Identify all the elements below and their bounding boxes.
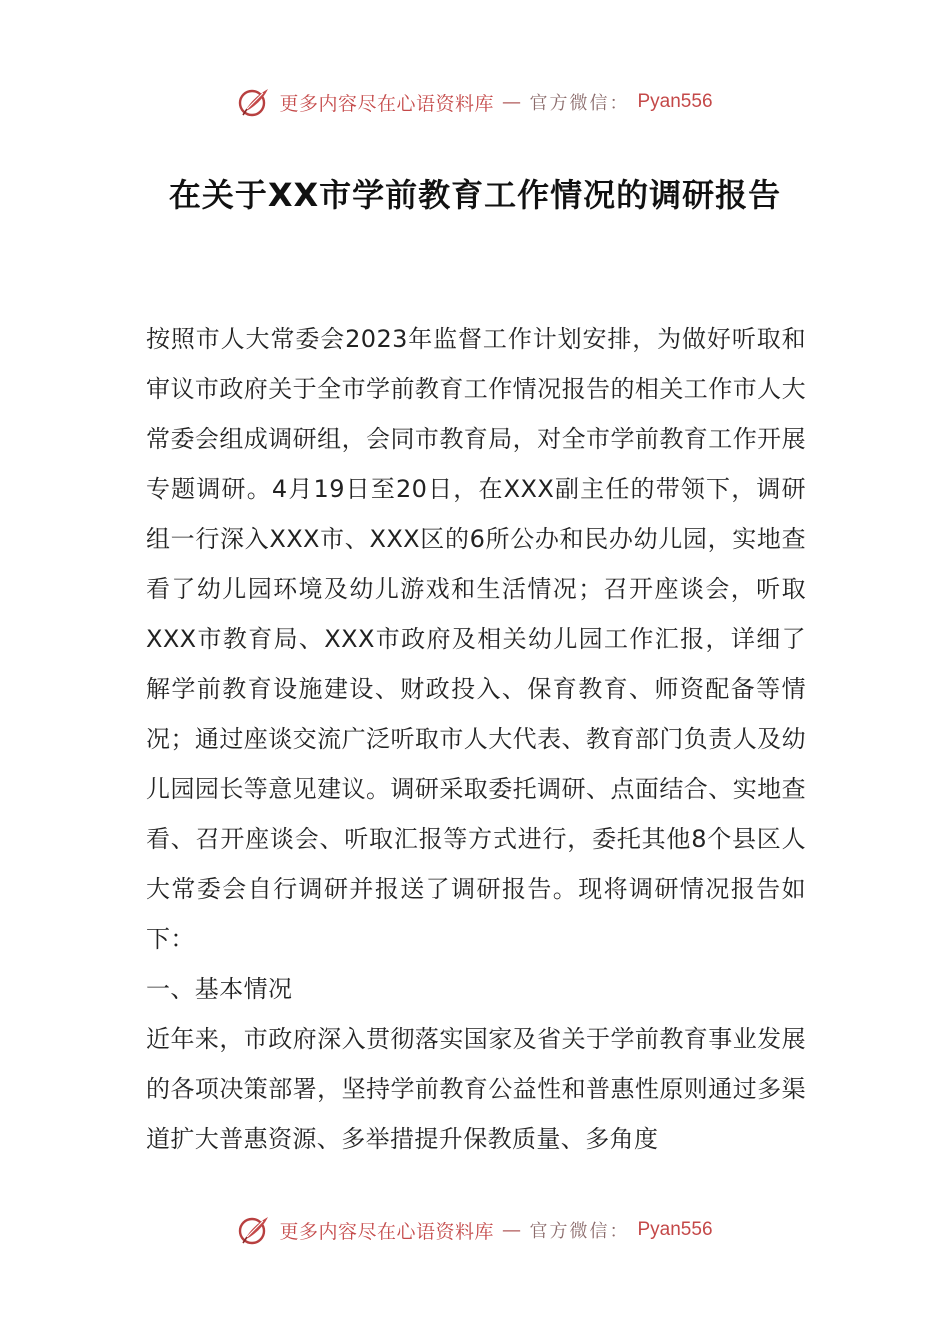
feather-pen-logo-icon [237,1213,271,1247]
paragraph-basic-situation: 近年来，市政府深入贯彻落实国家及省关于学前教育事业发展的各项决策部署，坚持学前教育公益性和普惠性原则通过多渠道扩大普惠资源、多举措提升保教质量、多角度 [146,1025,806,1153]
paragraph-intro: 按照市人大常委会2023年监督工作计划安排，为做好听取和审议市政府关于全市学前教育工作情况报告的相关工作市人大常委会组成调研组，会同市教育局，对全市学前教育工作开展专题调研。4月19日至20日，在XXX副主任的带领下，调研组一行深入XXX市、XXX区的6所公办和民办幼儿园，实地查看了幼儿园环境及幼儿游戏和生活情况；召开座谈会，听取XXX市教育局、XXX市政府及相关幼儿园工作汇报，详细了解学前教育设施建设、财政投入、保育教育、师资配备等情况；通过座谈交流广泛听取市人大代表、教育部门负责人及幼儿园园长等意见建议。调研采取委托调研、点面结合、实地查看、召开座谈会、听取汇报等方式进行，委托其他8个县区人大常委会自行调研并报送了调研报告。现将调研情况报告如下： [146,325,806,953]
footer-banner [0,1210,950,1250]
document-title: 在关于XX市学前教育工作情况的调研报告 [168,176,782,214]
banner-official-label: 官方微信： [529,93,630,114]
banner-wechat-id: Pyan556 [637,91,713,112]
banner-wechat-id: Pyan556 [637,1219,713,1240]
header-banner [0,82,950,122]
banner-official-label: 官方微信： [529,1221,630,1242]
banner-text: 更多内容尽在心语资料库 [279,1220,494,1243]
document-body [146,314,806,1164]
section-heading-basic: 一、基本情况 [146,975,293,1003]
banner-dash: — [502,91,522,113]
feather-pen-logo-icon [237,85,271,119]
banner-dash: — [502,1219,522,1241]
banner-text: 更多内容尽在心语资料库 [279,92,494,115]
